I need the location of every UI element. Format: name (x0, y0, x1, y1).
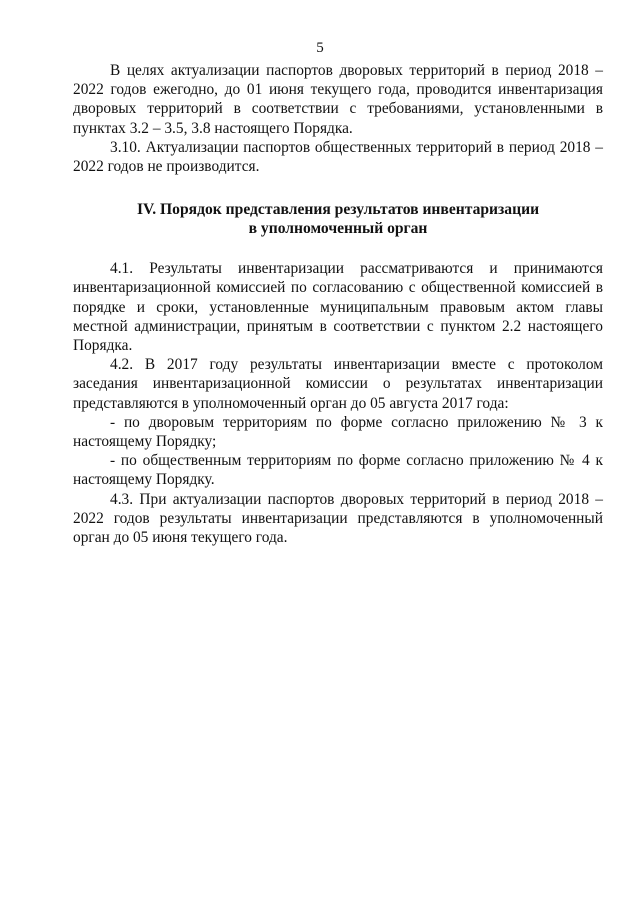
list-item-public-territories: - по общественным территориям по форме согласно приложению № 4 к настоящему Порядку. (73, 452, 603, 489)
paragraph-4-1: 4.1. Результаты инвентаризации рассматриваются и принимаются инвентаризационной комиссией по согласованию с общественной комиссией в порядке и сроки, установленные муниципальным правовым актом главы местной администрации, принятым в соответствии с пунктом 2.2 настоящего Порядка. (73, 260, 603, 355)
section-heading-line-1: IV. Порядок представления результатов инвентаризации (136, 201, 540, 219)
section-heading-iv (73, 200, 603, 238)
paragraph-actualization-yards: В целях актуализации паспортов дворовых территорий в период 2018 – 2022 годов ежегодно, до 01 июня текущего года, проводится инвентаризация дворовых территорий в соответствии с требованиями, установленными в пунктах 3.2 – 3.5, 3.8 настоящего Порядка. (73, 62, 603, 137)
list-item-yard-territories: - по дворовым территориям по форме согласно приложению № 3 к настоящему Порядку; (73, 413, 603, 451)
document-body (73, 61, 603, 547)
page-number: 5 (316, 40, 324, 56)
section-heading-line-2: в уполномоченный орган (248, 220, 428, 238)
paragraph-4-2: 4.2. В 2017 году результаты инвентаризации вместе с протоколом заседания инвентаризационной комиссии о результатах инвентаризации представляются в уполномоченный орган до 05 августа 2017 года: (73, 356, 603, 412)
paragraph-3-10: 3.10. Актуализации паспортов общественных территорий в период 2018 – 2022 годов не производится. (73, 138, 603, 176)
paragraph-4-3: 4.3. При актуализации паспортов дворовых территорий в период 2018 – 2022 годов результаты инвентаризации представляются в уполномоченный орган до 05 июня текущего года. (73, 490, 603, 547)
